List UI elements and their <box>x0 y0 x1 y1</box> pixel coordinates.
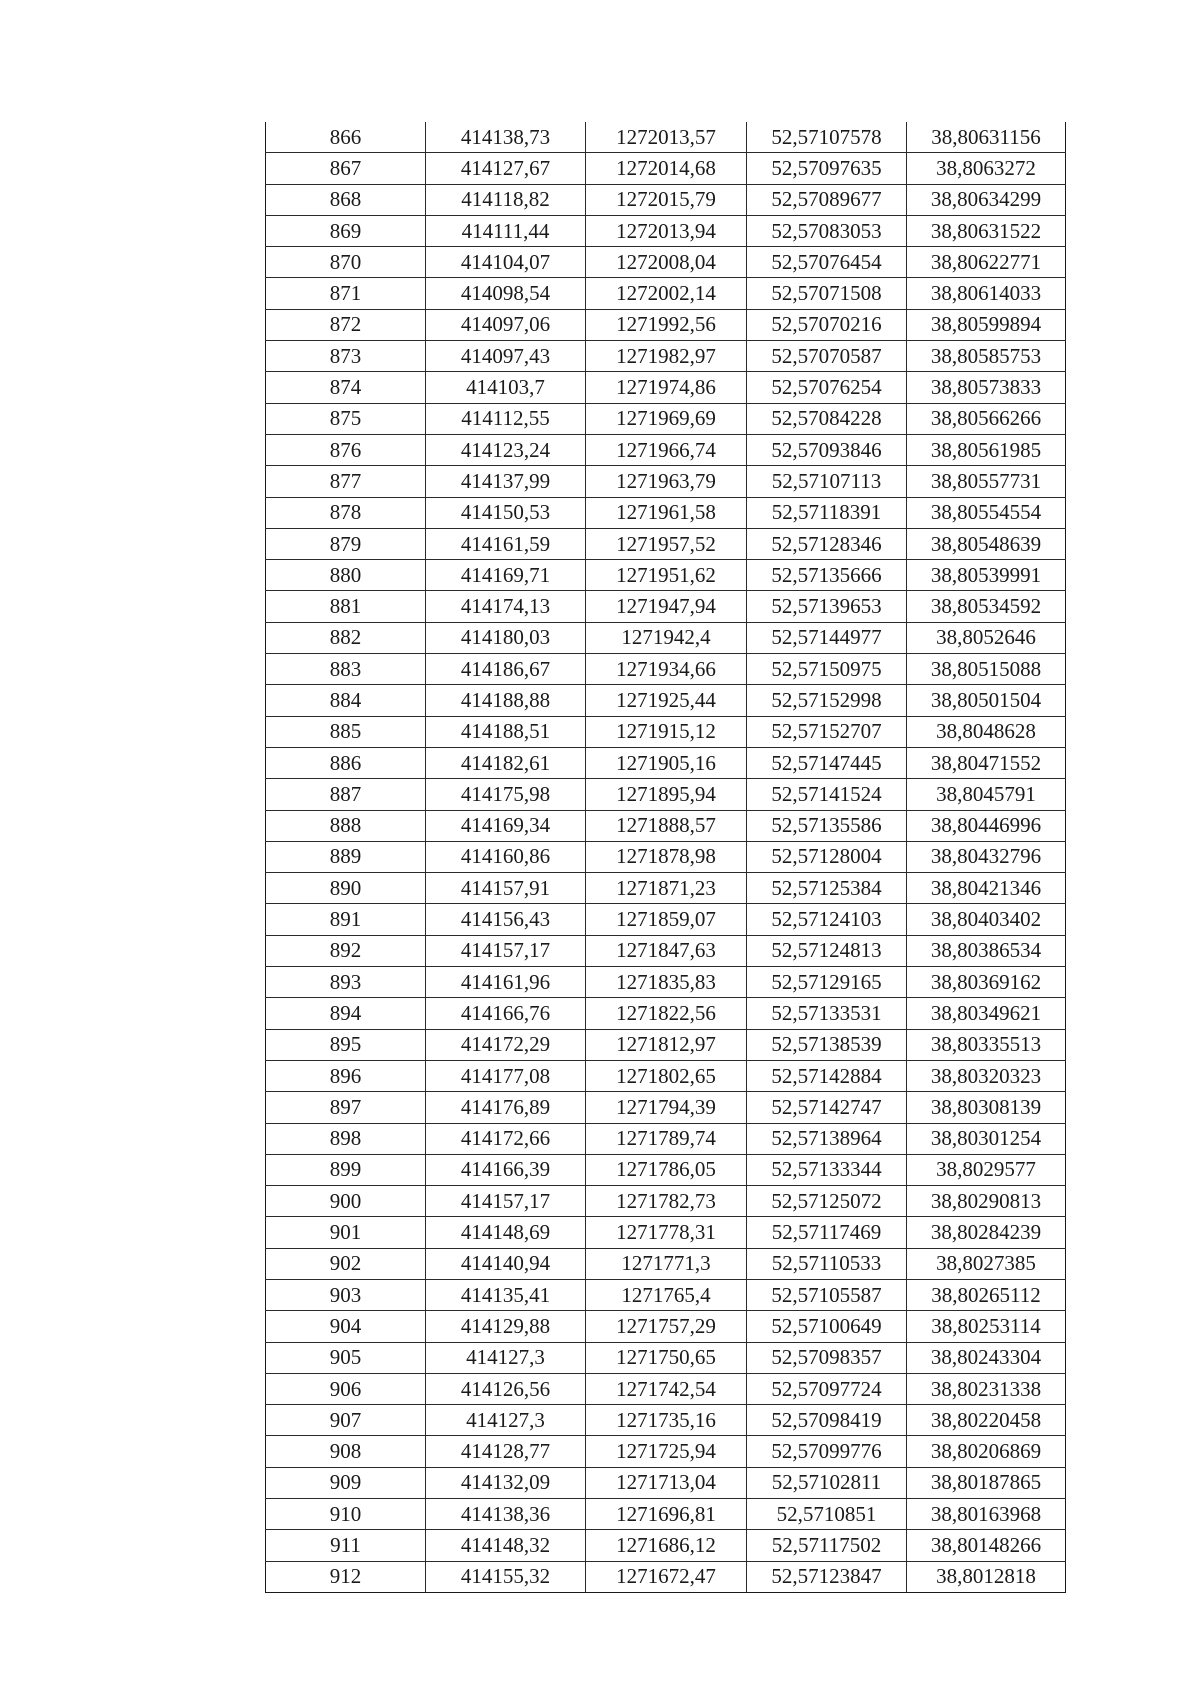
longitude-cell: 38,80634299 <box>907 184 1066 215</box>
table-row <box>266 122 1066 153</box>
x-coordinate-cell: 414132,09 <box>426 1467 586 1498</box>
y-coordinate-cell: 1271822,56 <box>586 998 747 1029</box>
x-coordinate-cell: 414127,3 <box>426 1405 586 1436</box>
table-row <box>266 247 1066 278</box>
point-number-cell: 874 <box>266 372 426 403</box>
point-number-cell: 871 <box>266 278 426 309</box>
y-coordinate-cell: 1272013,94 <box>586 215 747 246</box>
y-coordinate-cell: 1271966,74 <box>586 434 747 465</box>
longitude-cell: 38,80265112 <box>907 1279 1066 1310</box>
point-number-cell: 907 <box>266 1405 426 1436</box>
x-coordinate-cell: 414182,61 <box>426 747 586 778</box>
y-coordinate-cell: 1271686,12 <box>586 1530 747 1561</box>
longitude-cell: 38,80231338 <box>907 1373 1066 1404</box>
table-row <box>266 1467 1066 1498</box>
point-number-cell: 902 <box>266 1248 426 1279</box>
point-number-cell: 895 <box>266 1029 426 1060</box>
point-number-cell: 888 <box>266 810 426 841</box>
longitude-cell: 38,80432796 <box>907 841 1066 872</box>
point-number-cell: 909 <box>266 1467 426 1498</box>
y-coordinate-cell: 1271963,79 <box>586 466 747 497</box>
latitude-cell: 52,57076454 <box>747 247 907 278</box>
y-coordinate-cell: 1271969,69 <box>586 403 747 434</box>
x-coordinate-cell: 414126,56 <box>426 1373 586 1404</box>
x-coordinate-cell: 414157,91 <box>426 873 586 904</box>
latitude-cell: 52,57070216 <box>747 309 907 340</box>
latitude-cell: 52,57083053 <box>747 215 907 246</box>
longitude-cell: 38,80534592 <box>907 591 1066 622</box>
y-coordinate-cell: 1271696,81 <box>586 1499 747 1530</box>
y-coordinate-cell: 1271725,94 <box>586 1436 747 1467</box>
point-number-cell: 890 <box>266 873 426 904</box>
point-number-cell: 868 <box>266 184 426 215</box>
longitude-cell: 38,80501504 <box>907 685 1066 716</box>
latitude-cell: 52,57098357 <box>747 1342 907 1373</box>
longitude-cell: 38,8048628 <box>907 716 1066 747</box>
x-coordinate-cell: 414157,17 <box>426 1186 586 1217</box>
latitude-cell: 52,57100649 <box>747 1311 907 1342</box>
latitude-cell: 52,57070587 <box>747 341 907 372</box>
x-coordinate-cell: 414172,66 <box>426 1123 586 1154</box>
y-coordinate-cell: 1271835,83 <box>586 967 747 998</box>
point-number-cell: 884 <box>266 685 426 716</box>
latitude-cell: 52,57135586 <box>747 810 907 841</box>
y-coordinate-cell: 1271925,44 <box>586 685 747 716</box>
y-coordinate-cell: 1271942,4 <box>586 622 747 653</box>
table-row <box>266 716 1066 747</box>
table-row <box>266 779 1066 810</box>
x-coordinate-cell: 414161,96 <box>426 967 586 998</box>
latitude-cell: 52,57125384 <box>747 873 907 904</box>
coordinates-table-body <box>266 122 1066 1592</box>
longitude-cell: 38,80515088 <box>907 654 1066 685</box>
table-row <box>266 1154 1066 1185</box>
x-coordinate-cell: 414138,36 <box>426 1499 586 1530</box>
y-coordinate-cell: 1271847,63 <box>586 935 747 966</box>
y-coordinate-cell: 1271778,31 <box>586 1217 747 1248</box>
longitude-cell: 38,80557731 <box>907 466 1066 497</box>
latitude-cell: 52,57099776 <box>747 1436 907 1467</box>
latitude-cell: 52,57128004 <box>747 841 907 872</box>
x-coordinate-cell: 414129,88 <box>426 1311 586 1342</box>
table-row <box>266 1186 1066 1217</box>
latitude-cell: 52,57135666 <box>747 560 907 591</box>
point-number-cell: 875 <box>266 403 426 434</box>
longitude-cell: 38,80284239 <box>907 1217 1066 1248</box>
point-number-cell: 900 <box>266 1186 426 1217</box>
longitude-cell: 38,80421346 <box>907 873 1066 904</box>
point-number-cell: 910 <box>266 1499 426 1530</box>
latitude-cell: 52,57084228 <box>747 403 907 434</box>
y-coordinate-cell: 1271750,65 <box>586 1342 747 1373</box>
y-coordinate-cell: 1271915,12 <box>586 716 747 747</box>
latitude-cell: 52,5710851 <box>747 1499 907 1530</box>
table-row <box>266 1561 1066 1592</box>
latitude-cell: 52,57097635 <box>747 153 907 184</box>
y-coordinate-cell: 1271957,52 <box>586 528 747 559</box>
y-coordinate-cell: 1271878,98 <box>586 841 747 872</box>
latitude-cell: 52,57107113 <box>747 466 907 497</box>
table-row <box>266 998 1066 1029</box>
y-coordinate-cell: 1271742,54 <box>586 1373 747 1404</box>
x-coordinate-cell: 414188,51 <box>426 716 586 747</box>
point-number-cell: 894 <box>266 998 426 1029</box>
point-number-cell: 879 <box>266 528 426 559</box>
x-coordinate-cell: 414177,08 <box>426 1060 586 1091</box>
longitude-cell: 38,8027385 <box>907 1248 1066 1279</box>
y-coordinate-cell: 1271771,3 <box>586 1248 747 1279</box>
latitude-cell: 52,57107578 <box>747 122 907 153</box>
table-row <box>266 341 1066 372</box>
x-coordinate-cell: 414157,17 <box>426 935 586 966</box>
y-coordinate-cell: 1271992,56 <box>586 309 747 340</box>
y-coordinate-cell: 1271934,66 <box>586 654 747 685</box>
table-row <box>266 278 1066 309</box>
y-coordinate-cell: 1271786,05 <box>586 1154 747 1185</box>
longitude-cell: 38,80585753 <box>907 341 1066 372</box>
table-row <box>266 873 1066 904</box>
point-number-cell: 882 <box>266 622 426 653</box>
table-row <box>266 1060 1066 1091</box>
longitude-cell: 38,80386534 <box>907 935 1066 966</box>
y-coordinate-cell: 1271871,23 <box>586 873 747 904</box>
latitude-cell: 52,57133531 <box>747 998 907 1029</box>
longitude-cell: 38,80561985 <box>907 434 1066 465</box>
longitude-cell: 38,80335513 <box>907 1029 1066 1060</box>
latitude-cell: 52,57076254 <box>747 372 907 403</box>
point-number-cell: 891 <box>266 904 426 935</box>
y-coordinate-cell: 1271789,74 <box>586 1123 747 1154</box>
latitude-cell: 52,57089677 <box>747 184 907 215</box>
y-coordinate-cell: 1271905,16 <box>586 747 747 778</box>
point-number-cell: 903 <box>266 1279 426 1310</box>
y-coordinate-cell: 1271713,04 <box>586 1467 747 1498</box>
table-row <box>266 372 1066 403</box>
longitude-cell: 38,8012818 <box>907 1561 1066 1592</box>
longitude-cell: 38,80243304 <box>907 1342 1066 1373</box>
latitude-cell: 52,57129165 <box>747 967 907 998</box>
y-coordinate-cell: 1271757,29 <box>586 1311 747 1342</box>
longitude-cell: 38,80554554 <box>907 497 1066 528</box>
longitude-cell: 38,80206869 <box>907 1436 1066 1467</box>
y-coordinate-cell: 1271765,4 <box>586 1279 747 1310</box>
x-coordinate-cell: 414148,32 <box>426 1530 586 1561</box>
table-row <box>266 841 1066 872</box>
x-coordinate-cell: 414169,34 <box>426 810 586 841</box>
longitude-cell: 38,8052646 <box>907 622 1066 653</box>
latitude-cell: 52,57124813 <box>747 935 907 966</box>
x-coordinate-cell: 414166,39 <box>426 1154 586 1185</box>
x-coordinate-cell: 414098,54 <box>426 278 586 309</box>
x-coordinate-cell: 414127,3 <box>426 1342 586 1373</box>
table-row <box>266 1123 1066 1154</box>
latitude-cell: 52,57139653 <box>747 591 907 622</box>
point-number-cell: 897 <box>266 1092 426 1123</box>
table-row <box>266 215 1066 246</box>
latitude-cell: 52,57152707 <box>747 716 907 747</box>
table-row <box>266 904 1066 935</box>
latitude-cell: 52,57123847 <box>747 1561 907 1592</box>
table-row <box>266 1373 1066 1404</box>
x-coordinate-cell: 414112,55 <box>426 403 586 434</box>
table-row <box>266 1217 1066 1248</box>
longitude-cell: 38,80320323 <box>907 1060 1066 1091</box>
y-coordinate-cell: 1271888,57 <box>586 810 747 841</box>
latitude-cell: 52,57128346 <box>747 528 907 559</box>
latitude-cell: 52,57071508 <box>747 278 907 309</box>
x-coordinate-cell: 414127,67 <box>426 153 586 184</box>
point-number-cell: 908 <box>266 1436 426 1467</box>
table-row <box>266 466 1066 497</box>
table-row <box>266 1436 1066 1467</box>
x-coordinate-cell: 414148,69 <box>426 1217 586 1248</box>
point-number-cell: 898 <box>266 1123 426 1154</box>
point-number-cell: 881 <box>266 591 426 622</box>
table-row <box>266 1092 1066 1123</box>
longitude-cell: 38,80548639 <box>907 528 1066 559</box>
point-number-cell: 889 <box>266 841 426 872</box>
table-row <box>266 1029 1066 1060</box>
point-number-cell: 867 <box>266 153 426 184</box>
point-number-cell: 885 <box>266 716 426 747</box>
x-coordinate-cell: 414186,67 <box>426 654 586 685</box>
table-row <box>266 935 1066 966</box>
latitude-cell: 52,57125072 <box>747 1186 907 1217</box>
y-coordinate-cell: 1271735,16 <box>586 1405 747 1436</box>
table-row <box>266 403 1066 434</box>
x-coordinate-cell: 414111,44 <box>426 215 586 246</box>
y-coordinate-cell: 1271672,47 <box>586 1561 747 1592</box>
point-number-cell: 899 <box>266 1154 426 1185</box>
table-row <box>266 434 1066 465</box>
point-number-cell: 906 <box>266 1373 426 1404</box>
point-number-cell: 901 <box>266 1217 426 1248</box>
y-coordinate-cell: 1271812,97 <box>586 1029 747 1060</box>
table-row <box>266 1405 1066 1436</box>
table-row <box>266 560 1066 591</box>
table-row <box>266 591 1066 622</box>
y-coordinate-cell: 1271982,97 <box>586 341 747 372</box>
x-coordinate-cell: 414097,43 <box>426 341 586 372</box>
y-coordinate-cell: 1271782,73 <box>586 1186 747 1217</box>
point-number-cell: 870 <box>266 247 426 278</box>
latitude-cell: 52,57138964 <box>747 1123 907 1154</box>
point-number-cell: 887 <box>266 779 426 810</box>
y-coordinate-cell: 1272015,79 <box>586 184 747 215</box>
x-coordinate-cell: 414156,43 <box>426 904 586 935</box>
y-coordinate-cell: 1271895,94 <box>586 779 747 810</box>
x-coordinate-cell: 414176,89 <box>426 1092 586 1123</box>
longitude-cell: 38,80290813 <box>907 1186 1066 1217</box>
table-row <box>266 184 1066 215</box>
longitude-cell: 38,80253114 <box>907 1311 1066 1342</box>
latitude-cell: 52,57105587 <box>747 1279 907 1310</box>
latitude-cell: 52,57118391 <box>747 497 907 528</box>
point-number-cell: 911 <box>266 1530 426 1561</box>
y-coordinate-cell: 1271961,58 <box>586 497 747 528</box>
latitude-cell: 52,57142747 <box>747 1092 907 1123</box>
point-number-cell: 877 <box>266 466 426 497</box>
latitude-cell: 52,57142884 <box>747 1060 907 1091</box>
latitude-cell: 52,57144977 <box>747 622 907 653</box>
y-coordinate-cell: 1271859,07 <box>586 904 747 935</box>
x-coordinate-cell: 414128,77 <box>426 1436 586 1467</box>
x-coordinate-cell: 414097,06 <box>426 309 586 340</box>
y-coordinate-cell: 1272008,04 <box>586 247 747 278</box>
table-row <box>266 622 1066 653</box>
latitude-cell: 52,57141524 <box>747 779 907 810</box>
x-coordinate-cell: 414188,88 <box>426 685 586 716</box>
longitude-cell: 38,8029577 <box>907 1154 1066 1185</box>
x-coordinate-cell: 414172,29 <box>426 1029 586 1060</box>
table-row <box>266 1342 1066 1373</box>
longitude-cell: 38,80220458 <box>907 1405 1066 1436</box>
latitude-cell: 52,57152998 <box>747 685 907 716</box>
y-coordinate-cell: 1272013,57 <box>586 122 747 153</box>
point-number-cell: 904 <box>266 1311 426 1342</box>
point-number-cell: 896 <box>266 1060 426 1091</box>
x-coordinate-cell: 414166,76 <box>426 998 586 1029</box>
longitude-cell: 38,8045791 <box>907 779 1066 810</box>
y-coordinate-cell: 1271951,62 <box>586 560 747 591</box>
y-coordinate-cell: 1271947,94 <box>586 591 747 622</box>
longitude-cell: 38,80631156 <box>907 122 1066 153</box>
longitude-cell: 38,80539991 <box>907 560 1066 591</box>
y-coordinate-cell: 1271802,65 <box>586 1060 747 1091</box>
point-number-cell: 905 <box>266 1342 426 1373</box>
y-coordinate-cell: 1272014,68 <box>586 153 747 184</box>
latitude-cell: 52,57097724 <box>747 1373 907 1404</box>
table-row <box>266 153 1066 184</box>
x-coordinate-cell: 414123,24 <box>426 434 586 465</box>
latitude-cell: 52,57124103 <box>747 904 907 935</box>
latitude-cell: 52,57102811 <box>747 1467 907 1498</box>
table-row <box>266 685 1066 716</box>
point-number-cell: 872 <box>266 309 426 340</box>
latitude-cell: 52,57110533 <box>747 1248 907 1279</box>
x-coordinate-cell: 414135,41 <box>426 1279 586 1310</box>
longitude-cell: 38,80446996 <box>907 810 1066 841</box>
longitude-cell: 38,80622771 <box>907 247 1066 278</box>
point-number-cell: 878 <box>266 497 426 528</box>
y-coordinate-cell: 1271794,39 <box>586 1092 747 1123</box>
coordinates-table <box>265 122 1066 1593</box>
x-coordinate-cell: 414169,71 <box>426 560 586 591</box>
x-coordinate-cell: 414104,07 <box>426 247 586 278</box>
table-row <box>266 1248 1066 1279</box>
longitude-cell: 38,80187865 <box>907 1467 1066 1498</box>
table-row <box>266 967 1066 998</box>
table-row <box>266 747 1066 778</box>
latitude-cell: 52,57147445 <box>747 747 907 778</box>
table-row <box>266 1311 1066 1342</box>
x-coordinate-cell: 414180,03 <box>426 622 586 653</box>
point-number-cell: 912 <box>266 1561 426 1592</box>
longitude-cell: 38,8063272 <box>907 153 1066 184</box>
point-number-cell: 866 <box>266 122 426 153</box>
table-row <box>266 1530 1066 1561</box>
x-coordinate-cell: 414150,53 <box>426 497 586 528</box>
point-number-cell: 893 <box>266 967 426 998</box>
x-coordinate-cell: 414174,13 <box>426 591 586 622</box>
table-row <box>266 309 1066 340</box>
point-number-cell: 886 <box>266 747 426 778</box>
latitude-cell: 52,57098419 <box>747 1405 907 1436</box>
longitude-cell: 38,80349621 <box>907 998 1066 1029</box>
x-coordinate-cell: 414161,59 <box>426 528 586 559</box>
longitude-cell: 38,80148266 <box>907 1530 1066 1561</box>
longitude-cell: 38,80566266 <box>907 403 1066 434</box>
table-row <box>266 1279 1066 1310</box>
table-row <box>266 497 1066 528</box>
latitude-cell: 52,57093846 <box>747 434 907 465</box>
x-coordinate-cell: 414140,94 <box>426 1248 586 1279</box>
y-coordinate-cell: 1272002,14 <box>586 278 747 309</box>
longitude-cell: 38,80163968 <box>907 1499 1066 1530</box>
y-coordinate-cell: 1271974,86 <box>586 372 747 403</box>
table-row <box>266 810 1066 841</box>
table-row <box>266 1499 1066 1530</box>
longitude-cell: 38,80471552 <box>907 747 1066 778</box>
longitude-cell: 38,80403402 <box>907 904 1066 935</box>
longitude-cell: 38,80573833 <box>907 372 1066 403</box>
latitude-cell: 52,57117502 <box>747 1530 907 1561</box>
longitude-cell: 38,80599894 <box>907 309 1066 340</box>
latitude-cell: 52,57133344 <box>747 1154 907 1185</box>
x-coordinate-cell: 414137,99 <box>426 466 586 497</box>
x-coordinate-cell: 414160,86 <box>426 841 586 872</box>
table-row <box>266 528 1066 559</box>
point-number-cell: 869 <box>266 215 426 246</box>
latitude-cell: 52,57117469 <box>747 1217 907 1248</box>
point-number-cell: 892 <box>266 935 426 966</box>
x-coordinate-cell: 414175,98 <box>426 779 586 810</box>
longitude-cell: 38,80369162 <box>907 967 1066 998</box>
x-coordinate-cell: 414118,82 <box>426 184 586 215</box>
x-coordinate-cell: 414155,32 <box>426 1561 586 1592</box>
point-number-cell: 880 <box>266 560 426 591</box>
longitude-cell: 38,80614033 <box>907 278 1066 309</box>
latitude-cell: 52,57138539 <box>747 1029 907 1060</box>
point-number-cell: 876 <box>266 434 426 465</box>
table-row <box>266 654 1066 685</box>
longitude-cell: 38,80631522 <box>907 215 1066 246</box>
latitude-cell: 52,57150975 <box>747 654 907 685</box>
point-number-cell: 883 <box>266 654 426 685</box>
longitude-cell: 38,80308139 <box>907 1092 1066 1123</box>
longitude-cell: 38,80301254 <box>907 1123 1066 1154</box>
x-coordinate-cell: 414138,73 <box>426 122 586 153</box>
point-number-cell: 873 <box>266 341 426 372</box>
x-coordinate-cell: 414103,7 <box>426 372 586 403</box>
